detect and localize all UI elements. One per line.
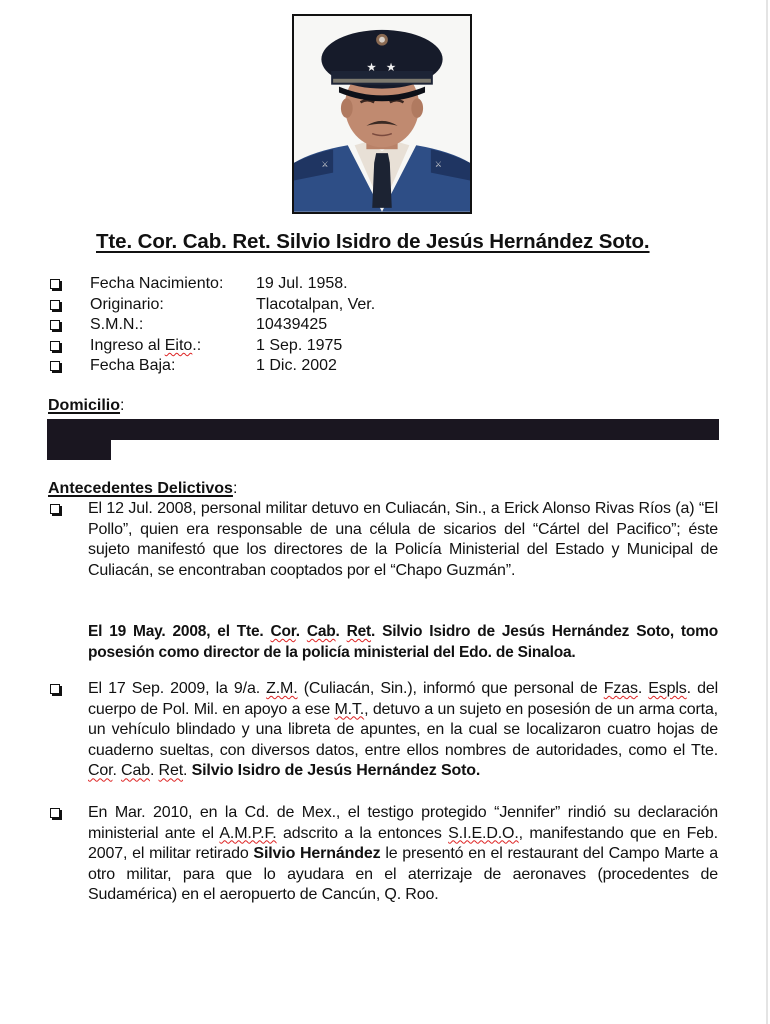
record-paragraph-3 [88, 803, 718, 906]
fact-label-text: .: [192, 336, 202, 354]
spellcheck-word: Espls [648, 680, 687, 697]
fact-value: Tlacotalpan, Ver. [256, 295, 376, 313]
domicilio-heading [48, 397, 124, 415]
checkbox-bullet-icon [50, 684, 60, 694]
record-paragraph-1 [88, 499, 718, 581]
paragraph-text: . [112, 762, 122, 780]
bold-name: Silvio Isidro de Jesús Hernández Soto. [191, 762, 481, 780]
paragraph-text: adscrito a la entonces [276, 824, 449, 842]
paragraph-text: El 12 Jul. 2008, personal militar detuvo en Culiacán, Sin., a Erick Alonso Rivas Ríos (a) “El Pollo”, quien era responsable de una célula de sicarios del “Cártel del Pacifico”; éste sujeto manifestó que los directores de la Policía Ministerial del Estado y Municipal de Culiacán, se encontraban cooptados por el “Chapo Guzmán”. [88, 500, 718, 579]
personal-facts-list [48, 274, 375, 377]
fact-label: Fecha Baja: [90, 357, 176, 375]
paragraph-text: , manifestando que en Feb. 2007, el militar retirado [88, 824, 718, 863]
spellcheck-word: Cor [270, 623, 296, 640]
spellcheck-word: Z.M. [266, 680, 298, 697]
checkbox-bullet-icon [50, 504, 60, 514]
spellcheck-word: S.I.E.D.O. [448, 824, 519, 842]
paragraph-text: . [149, 762, 159, 780]
fact-value: 19 Jul. 1958. [256, 275, 348, 293]
paragraph-text: . [637, 680, 649, 697]
redacted-address-bar [47, 419, 719, 440]
spellcheck-word: A.M.P.F. [219, 824, 277, 842]
heading-text: Antecedentes Delictivos [48, 480, 233, 497]
fact-label: Originario: [90, 295, 164, 313]
fact-value: 1 Dic. 2002 [256, 357, 337, 375]
fact-smn [48, 315, 375, 336]
checkbox-bullet-icon [50, 320, 60, 330]
record-paragraph-2 [88, 679, 718, 782]
checkbox-bullet-icon [50, 808, 60, 818]
paragraph-text: . del cuerpo de Pol. Mil. en apoyo a ese [88, 680, 719, 718]
spellcheck-word: Ret [158, 762, 183, 780]
fact-label [90, 337, 256, 355]
paragraph-text: (Culiacán, Sin.), informó que personal de [297, 680, 604, 697]
paragraph-text: le presentó en el restaurant del Campo Marte a otro militar, para que lo ayudara en el aterrizaje de aeronaves (procedentes de Sudamérica) en el aeropuerto de Cancún, Q. Roo. [88, 845, 718, 904]
spellcheck-word: Cab [306, 623, 336, 640]
spellcheck-word: Cab [121, 762, 150, 780]
bold-name: Silvio Hernández [253, 845, 381, 863]
paragraph-text: El 17 Sep. 2009, la 9/a. [88, 680, 267, 697]
fact-label: Fecha Nacimiento: [90, 275, 224, 293]
paragraph-text: . [335, 623, 347, 640]
page-edge [766, 0, 768, 1024]
checkbox-bullet-icon [50, 300, 60, 310]
heading-colon: : [232, 480, 238, 497]
spellcheck-word: M.T. [334, 700, 365, 718]
paragraph-text: . [183, 762, 192, 780]
fact-birthdate [48, 274, 375, 295]
person-title: Tte. Cor. Cab. Ret. Silvio Isidro de Jesús Hernández Soto. [96, 230, 650, 253]
portrait-image [294, 16, 470, 212]
fact-label-text: Ingreso al [90, 336, 165, 354]
svg-text:★: ★ [366, 60, 377, 74]
spellcheck-word: Fzas [603, 680, 638, 697]
svg-text:★: ★ [385, 60, 397, 74]
svg-text:⚔: ⚔ [434, 159, 442, 169]
checkbox-bullet-icon [50, 341, 60, 351]
paragraph-text: . Silvio Isidro de Jesús Hernández Soto, tomo posesión como director de la policía ministerial del Edo. de Sinaloa. [88, 623, 719, 661]
paragraph-text: En Mar. 2010, en la Cd. de Mex., el testigo protegido “Jennifer” rindió su declaración ministerial ante el [88, 804, 718, 842]
fact-discharge [48, 356, 375, 377]
fact-value: 10439425 [256, 316, 328, 334]
heading-colon: : [120, 397, 125, 414]
record-paragraph-1b [88, 622, 718, 663]
paragraph-text: . [295, 623, 307, 640]
checkbox-bullet-icon [50, 361, 60, 371]
fact-value: 1 Sep. 1975 [256, 336, 343, 354]
fact-origin [48, 295, 375, 316]
heading-text: Domicilio [48, 397, 121, 414]
spellcheck-word: Eito [164, 336, 193, 354]
portrait-photo [292, 14, 472, 214]
checkbox-bullet-icon [50, 279, 60, 289]
fact-label: S.M.N.: [90, 316, 144, 334]
fact-enlistment [48, 336, 375, 357]
paragraph-text: El 19 May. 2008, el Tte. [88, 623, 271, 640]
spellcheck-word: Ret [346, 623, 372, 640]
spellcheck-word: Cor [88, 762, 113, 780]
svg-text:⚔: ⚔ [321, 159, 329, 169]
redacted-address-block [47, 438, 111, 460]
paragraph-text: , detuvo a un sujeto en posesión de un arma corta, un vehículo blindado y una libreta de apuntes, en la cual se localizaron cuatro hojas de cuaderno sueltas, con diversos datos, entre ellos nombres de autoridades, como el Tte. [88, 700, 718, 759]
antecedentes-heading [48, 480, 237, 498]
